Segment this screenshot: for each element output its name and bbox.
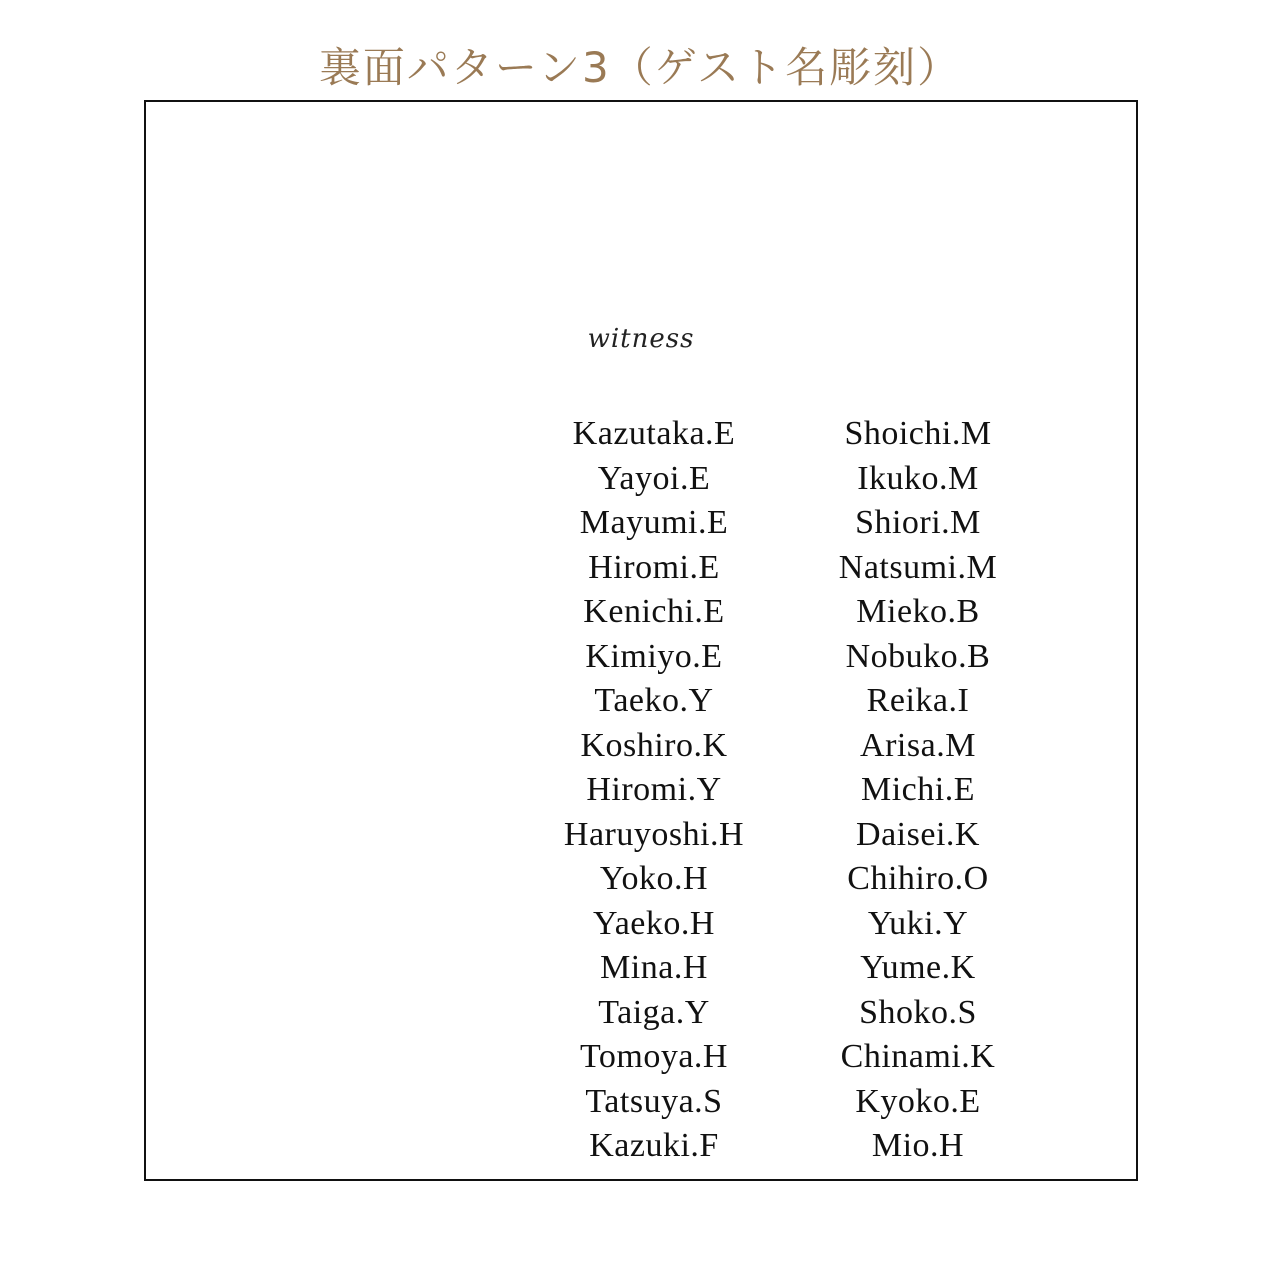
guest-name: Kazuki.F: [589, 1127, 719, 1164]
page-title: 裏面パターン3（ゲスト名彫刻）: [318, 43, 962, 92]
engraving-card: [144, 100, 1138, 1181]
guest-names-right-column: [778, 412, 1058, 1169]
guest-name: Yume.K: [860, 949, 976, 986]
guest-name: Michi.E: [861, 771, 975, 808]
guest-name: Nobuko.B: [845, 637, 991, 675]
guest-name: Taeko.Y: [594, 682, 714, 719]
guest-name: Yaeko.H: [593, 904, 715, 942]
guest-name: Yuki.Y: [867, 904, 969, 942]
guest-name: Chihiro.O: [847, 860, 989, 897]
card-heading: witness: [587, 324, 695, 354]
guest-name: Taiga.Y: [598, 993, 710, 1031]
guest-name: Mieko.B: [856, 593, 980, 630]
guest-name: Kimiyo.E: [585, 637, 723, 675]
guest-name: Chinami.K: [840, 1038, 996, 1075]
guest-name: Hiromi.Y: [586, 771, 722, 808]
guest-name: Tatsuya.S: [585, 1082, 723, 1120]
guest-name: Mina.H: [600, 949, 708, 986]
guest-name: Kazutaka.E: [572, 415, 736, 452]
guest-name: Shoko.S: [859, 993, 977, 1031]
guest-name: Ikuko.M: [857, 459, 979, 497]
guest-name: Reika.I: [866, 682, 970, 719]
guest-name: Tomoya.H: [580, 1038, 728, 1075]
guest-name: Shoichi.M: [844, 415, 992, 452]
guest-names-left-column: [514, 412, 794, 1169]
guest-name: Yoko.H: [599, 860, 709, 897]
guest-name: Koshiro.K: [580, 726, 728, 764]
guest-name: Haruyoshi.H: [563, 815, 745, 853]
guest-name: Kyoko.E: [855, 1082, 981, 1120]
guest-name: Hiromi.E: [588, 548, 720, 586]
guest-name: Daisei.K: [856, 815, 980, 853]
guest-name: Yayoi.E: [597, 459, 711, 497]
guest-name: Mio.H: [871, 1127, 965, 1164]
guest-name: Kenichi.E: [583, 593, 725, 630]
guest-name: Arisa.M: [860, 726, 976, 764]
guest-name: Shiori.M: [855, 504, 981, 541]
guest-name: Natsumi.M: [838, 548, 998, 586]
guest-name: Mayumi.E: [579, 504, 729, 541]
